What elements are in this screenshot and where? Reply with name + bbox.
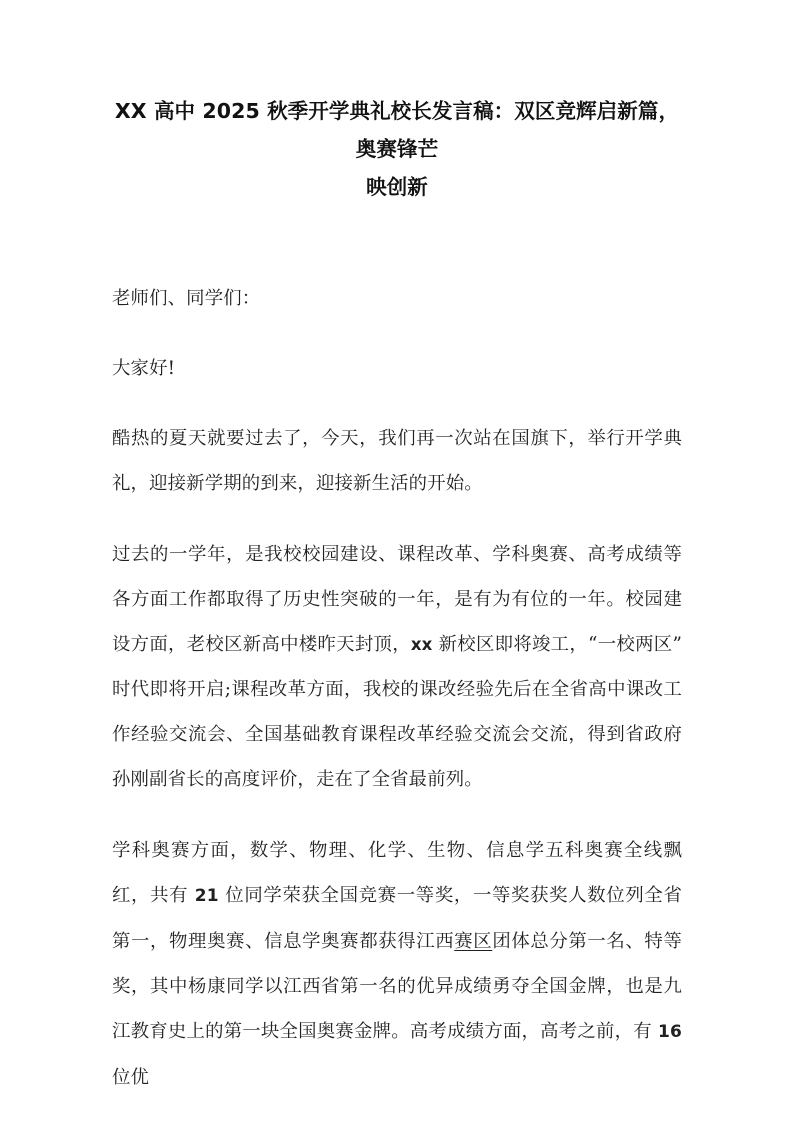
spacer — [112, 321, 682, 346]
spacer — [112, 506, 682, 532]
paragraph-salutation: 老师们、同学们： — [112, 288, 261, 309]
paragraph-year-review — [112, 532, 682, 802]
spacer-after-title — [112, 206, 682, 276]
inline-text: 学科奥赛方面，数学、物理、化学、生物、信息学五科奥赛全线飘红，共有 — [112, 840, 682, 906]
spacer — [112, 802, 682, 828]
inline-text: 位优 — [112, 1067, 150, 1088]
inline-text: 团体总分第一名、特等奖，其中杨康同学以江西省第一名的优异成绩勇夺全国金牌，也是九江教育史上的第一块全国奥赛金牌。高考成绩方面，高考之前，有 — [112, 931, 682, 1042]
inline-text: 新校区即将竣工，“一校两区”时代即将开启;课程改革方面，我校的课改经验先后在全省高中课改工作经验交流会、全国基础教育课程改革经验交流会交流，得到省政府孙刚副省长的高度评价，走在了全省最前列。 — [112, 634, 682, 790]
inline-latin-token: xx — [410, 635, 433, 654]
inline-number: 21 — [194, 886, 219, 906]
page-title-line-1: XX 高中 2025 秋季开学典礼校长发言稿：双区竞辉启新篇，奥赛锋芒 — [114, 99, 680, 161]
inline-underlined-text: 赛区 — [454, 931, 493, 952]
inline-number: 16 — [657, 1022, 682, 1042]
page-title-line-2: 映创新 — [366, 175, 428, 199]
inline-text: 过去的一学年，是我校校园建设、课程改革、学科奥赛、高考成绩等各方面工作都取得了历史性突破的一年，是有为有位的一年。校园建设方面，老校区新高中楼昨天封顶， — [112, 544, 682, 655]
paragraph-greeting: 大家好! — [112, 358, 176, 379]
page-title — [112, 92, 682, 206]
paragraph-opening: 酷热的夏天就要过去了，今天，我们再一次站在国旗下，举行开学典礼，迎接新学期的到来，迎接新生活的开始。 — [112, 428, 682, 494]
spacer — [112, 391, 682, 416]
inline-text: 位同学荣获全国竞赛一等奖，一等奖获奖人数位列全省第一，物理奥赛、信息学奥赛都获得江西 — [112, 885, 682, 952]
document-text-column — [112, 92, 682, 1100]
paragraph-olympiad-results — [112, 828, 682, 1100]
